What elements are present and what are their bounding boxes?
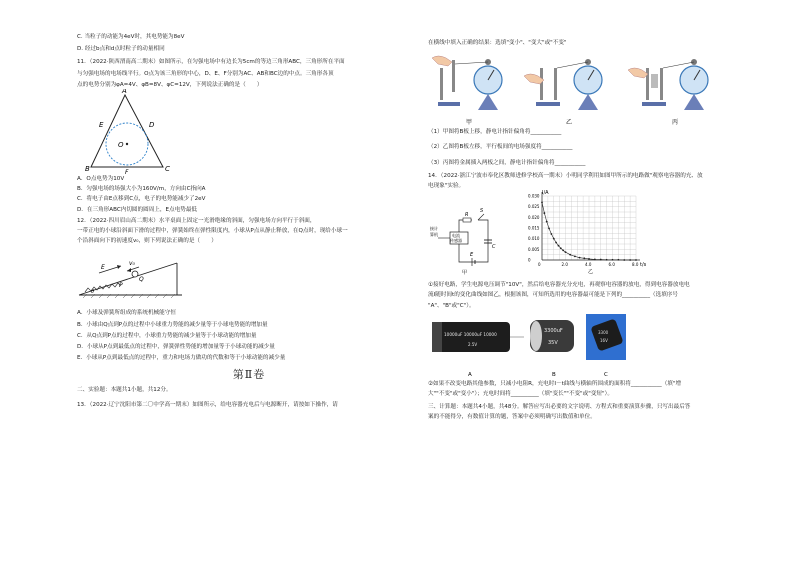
data-point [588, 258, 590, 260]
data-point [583, 258, 585, 260]
label-e: E [99, 121, 104, 130]
label-jia: 甲 [466, 119, 473, 127]
q11-text-1: 11．（2022·陕西渭南高二期末）如图所示，在匀强电场中有边长为5cm的等边三角形ABC，三角形所在平面 [77, 59, 345, 66]
label-f: F [125, 169, 129, 176]
cap-a-volt: 2.5V [468, 341, 478, 347]
q11-text-3: 点的电势分别为φA=4V、φB=8V、φC=12V，下列说法正确的是（ ） [77, 81, 263, 88]
cap-a-text: 10000uF 10000uF 10000 [444, 331, 497, 337]
data-point [594, 259, 596, 261]
label-p: P [119, 282, 123, 290]
left-column [77, 33, 421, 409]
data-point [551, 233, 553, 235]
data-point [612, 259, 614, 261]
q14-figures [428, 192, 768, 278]
x-tick-label: 2.0 [561, 262, 568, 268]
data-point [553, 238, 555, 240]
electroscope-figures [428, 50, 728, 128]
data-point [555, 242, 557, 244]
cap-b-text: 3300uF [544, 327, 563, 334]
stand-bing [642, 102, 666, 106]
option-d-prev: D. 经过b点和d点时粒子的动量相同 [77, 46, 165, 53]
base-yi [578, 94, 598, 110]
cap-b-label: B [552, 371, 556, 378]
data-point [635, 259, 637, 261]
q14-text-2: 电现象"实验。 [428, 183, 465, 190]
q12-text-3: 个沿斜面向下的初速度v₀，则下列说法正确的是（ ） [77, 238, 217, 245]
capacitor-a [432, 322, 524, 378]
x-tick-label: 8.0 [632, 262, 639, 268]
capacitor-photos [428, 314, 728, 380]
data-point [560, 248, 562, 250]
label-c: C [492, 244, 496, 251]
chart-panel-label: 乙 [588, 269, 594, 275]
data-point [541, 202, 543, 204]
q13-part-1: （1）甲图将B板上移，静电计指针偏角将___________ [428, 129, 562, 136]
q14-text-1: 14．（2022·浙江宁波市奉化区教师进修学校高一期末）小明同学利用如图甲所示的电路做"观察电容器的充、放 [428, 172, 703, 179]
q12-option-a: A．小球及弹簧所组成的系统机械能守恒 [77, 310, 176, 317]
q14-part2-2: 大""不变"或"变小"）；充电时间将__________（填"变长""不变"或"变短"）。 [428, 391, 613, 398]
figure-yi [524, 59, 602, 126]
field-arrowhead [117, 265, 121, 269]
y-tick-label: 0.010 [528, 236, 540, 242]
capacitor-c [586, 314, 626, 378]
data-point [562, 250, 564, 252]
x-tick-label: 6.0 [608, 262, 615, 268]
label-bing: 丙 [672, 119, 679, 127]
calc-title-1: 三、计算题：本题共4小题，共48分。解答应写出必要的文字说明、方程式和重要演算步骤，只写出最后答 [428, 404, 691, 411]
figure-jia [432, 56, 502, 126]
data-point [548, 228, 550, 230]
q14-part2-1: ②如果不改变电路其他参数，只减小电阻R，充电时I－t曲线与横轴所围成的面积将___________（填"增 [428, 380, 682, 387]
q12-text-2: 一带正电的小球沿斜面下滑的过程中，弹簧始终在弹性限度内，小球从P点从静止释放，在Q点时，现给小球一 [77, 228, 348, 235]
base-jia [478, 94, 498, 110]
chart-axes [528, 192, 640, 267]
incline-figure [77, 245, 187, 303]
hand-bing [628, 68, 648, 78]
plate-b-jia [452, 60, 455, 92]
label-r: R [465, 212, 469, 219]
y-tick-label: 0.015 [528, 225, 540, 231]
q12-text-1: 12．（2022·四川眉山高二期末）水平桌面上固定一光滑绝缘的斜面，匀强电场方向平行于斜面， [77, 217, 316, 224]
q13-part-3: （3）丙图将金属插入两板之间，静电计指针偏角将___________ [428, 159, 586, 166]
label-e: E [470, 252, 474, 259]
cap-a-body [432, 322, 510, 352]
cap-a-band [432, 322, 442, 352]
q12-option-c: C．从Q点到P点的过程中，小球重力势能的减少量等于小球动能的增加量 [77, 332, 257, 339]
label-o: O [118, 141, 124, 150]
label-v0: v₀ [129, 260, 135, 268]
base-bing [684, 94, 704, 110]
q12-option-e: E．小球从P点到最低点的过程中，重力和电场力做功的代数和等于小球动能的减少量 [77, 355, 286, 362]
triangle-abc [91, 95, 163, 167]
data-point [546, 221, 548, 223]
circuit-loop [459, 220, 488, 262]
cap-c-label: C [604, 371, 608, 378]
y-tick-label: 0.025 [528, 204, 540, 210]
plate-a-yi [540, 68, 543, 100]
x-tick-label: 4.0 [585, 262, 592, 268]
data-point [606, 259, 608, 261]
y-tick-label: 0.020 [528, 215, 540, 221]
data-point [579, 257, 581, 259]
sensor-label-3: 电流 [452, 233, 460, 239]
label-a: A [122, 89, 127, 96]
data-point [623, 259, 625, 261]
plate-b-bing [660, 68, 663, 100]
q11-option-b: B．匀强电场的场强大小为160V/m，方向由C指向A [77, 186, 206, 193]
q12-option-b: B．小球由Q点到P点的过程中小球重力势能的减少量等于小球电势能的增加量 [77, 321, 268, 328]
circuit-figure [428, 192, 500, 276]
q13-part-2: （2）乙图将B板左移，平行板间的电场强度将___________ [428, 144, 573, 151]
cap-c-volt: 16V [600, 337, 608, 343]
option-c-prev: C. 当粒子的动能为4eV时，其电势能为8eV [77, 34, 185, 40]
q13-intro: 在横线中填入正确的结果：选填"变小"、"变大"或"不变" [428, 40, 567, 46]
figure-bing [628, 59, 708, 126]
q11-option-c: C．将电子由E点移到C点，电子的电势能减少了2eV [77, 196, 206, 203]
data-point [558, 245, 560, 247]
q14-part1-1: ①接好电路，学生电源电压调节"10V"，然后给电容器充分充电，再观察电容器的放电，得到电容器放电电 [428, 282, 690, 289]
label-theta: θ [91, 289, 95, 296]
chart-xlabel: t/s [640, 262, 647, 269]
data-point [565, 251, 567, 253]
data-point [629, 259, 631, 261]
triangle-figure [85, 89, 185, 175]
wire-jia [455, 62, 488, 64]
cap-b-top [530, 321, 542, 351]
data-point [543, 212, 545, 214]
cap-a-label: A [468, 371, 472, 378]
q14-part1-3: "A"、"B"或"C"）。 [428, 302, 475, 309]
q13-text-1: 13．（2022·辽宁沈阳市第二〇中学高一期末）如图所示，给电容器充电后与电源断开，请按如下操作，请 [77, 401, 338, 408]
sensor-label-2: 算机 [430, 232, 438, 238]
label-d: D [149, 121, 155, 130]
data-point [600, 259, 602, 261]
sensor-label-4: 传感器 [450, 238, 462, 244]
q11-option-d: D．在三角形ABC内切圆的圆周上，E点电势最低 [77, 206, 198, 213]
right-column [428, 39, 768, 422]
label-e-field: E [101, 264, 105, 272]
switch-s [478, 214, 484, 220]
ball [132, 271, 138, 277]
resistor-r [463, 218, 471, 222]
y-tick-label: 0.005 [528, 247, 540, 253]
q11-option-a: A．O点电势为10V [77, 176, 125, 183]
label-c: C [165, 165, 170, 174]
cap-b-volt: 35V [548, 339, 558, 346]
data-point [569, 254, 571, 256]
sensor-label-1: 接计 [430, 226, 438, 232]
label-q: Q [139, 276, 144, 284]
label-s: S [480, 208, 484, 215]
section-heading: 第Ⅱ卷 [232, 368, 266, 382]
data-point [617, 259, 619, 261]
data-point [574, 256, 576, 258]
calc-title-2: 案的不能得分，有数值计算的题，答案中必须明确写出数值和单位。 [428, 414, 596, 421]
y-tick-label: 0.030 [528, 193, 540, 199]
velocity-arrowhead [127, 268, 131, 272]
center-dot [126, 143, 128, 145]
x-tick-label: 0 [538, 262, 541, 268]
cap-c-text: 3300 [598, 329, 609, 335]
q14-part1-2: 流I随时间t的变化曲线如图乙，根据该图，可知所选用的电容器最可能是下列的__________（选填序号 [428, 292, 678, 299]
label-yi: 乙 [566, 119, 573, 127]
plate-b-yi [554, 68, 557, 100]
label-b: B [85, 165, 90, 174]
capacitor-b [530, 320, 574, 378]
current-chart [512, 188, 652, 274]
metal-insert [651, 74, 658, 88]
hand-jia [432, 56, 452, 66]
stand-yi [536, 102, 560, 106]
plate-a-jia [440, 68, 443, 100]
q11-text-2: 与匀强电场的电场线平行。O点为该三角形的中心，D、E、F分别为AC、AB和BC边的中点。三角形各顶 [77, 70, 334, 77]
chart-ylabel: I/A [542, 190, 549, 197]
experiment-title: 二、实验题：本题共1小题，共12分。 [77, 387, 172, 394]
y-tick-label: 0 [528, 257, 531, 263]
label-jia-circuit: 甲 [462, 270, 468, 277]
q12-option-d: D．小球从P点到最低点的过程中，弹簧弹性势能的增加量等于小球动能的减少量 [77, 344, 275, 351]
chart-grid [542, 196, 636, 260]
stand-jia [438, 102, 460, 106]
